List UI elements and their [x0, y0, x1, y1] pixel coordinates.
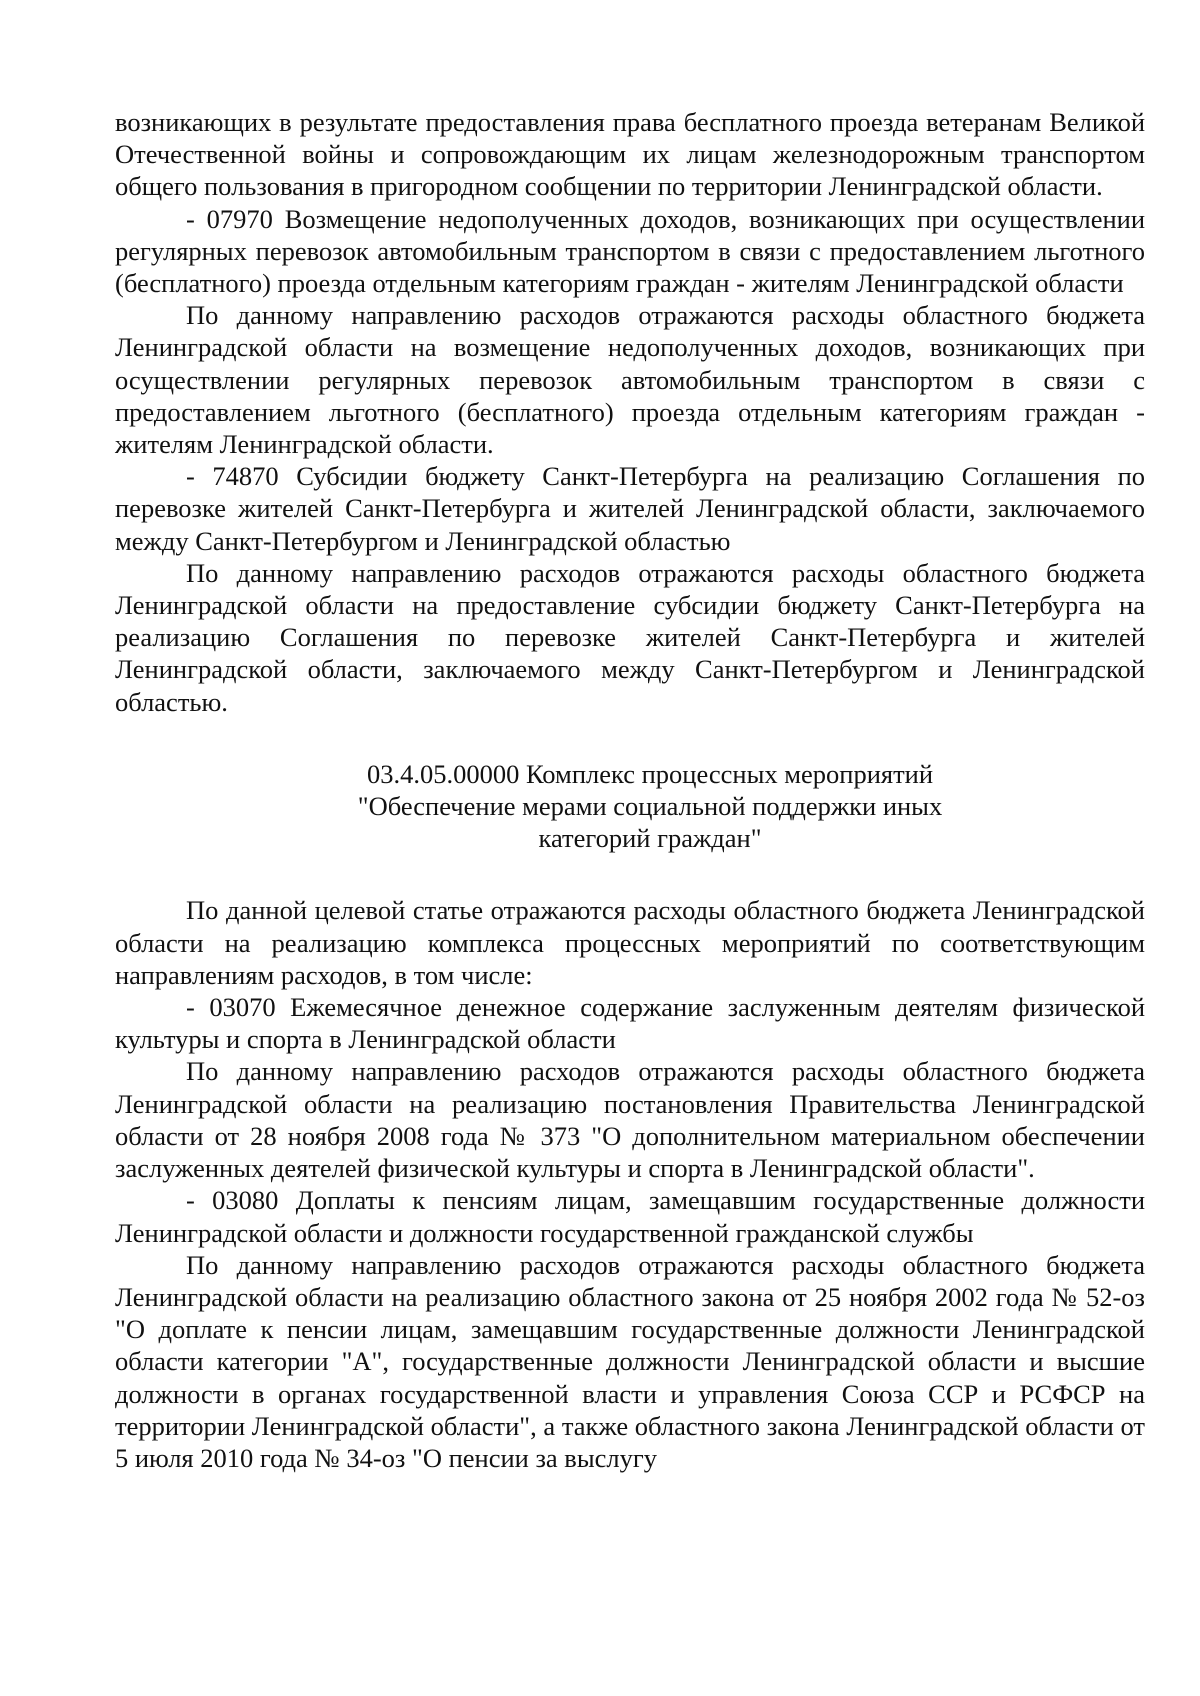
heading-line-2: "Обеспечение мерами социальной поддержки иных [357, 791, 943, 822]
paragraph-description-03080: По данному направлению расходов отражаются расходы областного бюджета Ленинградской области на реализацию областного закона от 25 ноября 2002 года № 52-оз "О доплате к пенсии лицам, замещавшим государственные должности Ленинградской области категории "А", государственные должности Ленинградской области и высшие должности в органах государственной власти и управления Союза ССР и РСФСР на территории Ленинградской области", а также областного закона Ленинградской области от 5 июля 2010 года № 34-оз "О пенсии за выслугу [115, 1249, 1145, 1473]
paragraph-item-74870: - 74870 Субсидии бюджету Санкт-Петербурга на реализацию Соглашения по перевозке жителей Санкт-Петербурга и жителей Ленинградской области, заключаемого между Санкт-Петербургом и Ленинградской областью [115, 461, 1145, 556]
paragraph-continuation: возникающих в результате предоставления права бесплатного проезда ветеранам Великой Отечественной войны и сопровождающим их лицам железнодорожным транспортом общего пользования в пригородном сообщении по территории Ленинградской области. [115, 107, 1145, 202]
heading-line-3: категорий граждан" [538, 823, 762, 854]
paragraph-item-03080: - 03080 Доплаты к пенсиям лицам, замещавшим государственные должности Ленинградской области и должности государственной гражданской службы [115, 1185, 1145, 1248]
document-page [115, 106, 1145, 1474]
paragraph-item-07970: - 07970 Возмещение недополученных доходов, возникающих при осуществлении регулярных перевозок автомобильным транспортом в связи с предоставлением льготного (бесплатного) проезда отдельным категориям граждан - жителям Ленинградской области [115, 203, 1145, 299]
section-heading [115, 758, 1145, 855]
heading-line-1: 03.4.05.00000 Комплекс процессных мероприятий [366, 758, 934, 789]
paragraph-item-03070: - 03070 Ежемесячное денежное содержание заслуженным деятелям физической культуры и спорта в Ленинградской области [115, 992, 1145, 1055]
paragraph-intro: По данной целевой статье отражаются расходы областного бюджета Ленинградской области на реализацию комплекса процессных мероприятий по соответствующим направлениям расходов, в том числе: [115, 895, 1145, 990]
paragraph-description-74870: По данному направлению расходов отражаются расходы областного бюджета Ленинградской области на предоставление субсидии бюджету Санкт-Петербурга на реализацию Соглашения по перевозке жителей Санкт-Петербурга и жителей Ленинградской области, заключаемого между Санкт-Петербургом и Ленинградской областью. [115, 557, 1145, 717]
paragraph-description-03070: По данному направлению расходов отражаются расходы областного бюджета Ленинградской области на реализацию постановления Правительства Ленинградской области от 28 ноября 2008 года № 373 "О дополнительном материальном обеспечении заслуженных деятелей физической культуры и спорта в Ленинградской области". [115, 1056, 1145, 1184]
section-bottom [115, 894, 1145, 1474]
section-top [115, 106, 1145, 718]
paragraph-description-07970: По данному направлению расходов отражаются расходы областного бюджета Ленинградской области на возмещение недополученных доходов, возникающих при осуществлении регулярных перевозок автомобильным транспортом в связи с предоставлением льготного (бесплатного) проезда отдельным категориям граждан - жителям Ленинградской области. [115, 300, 1145, 460]
